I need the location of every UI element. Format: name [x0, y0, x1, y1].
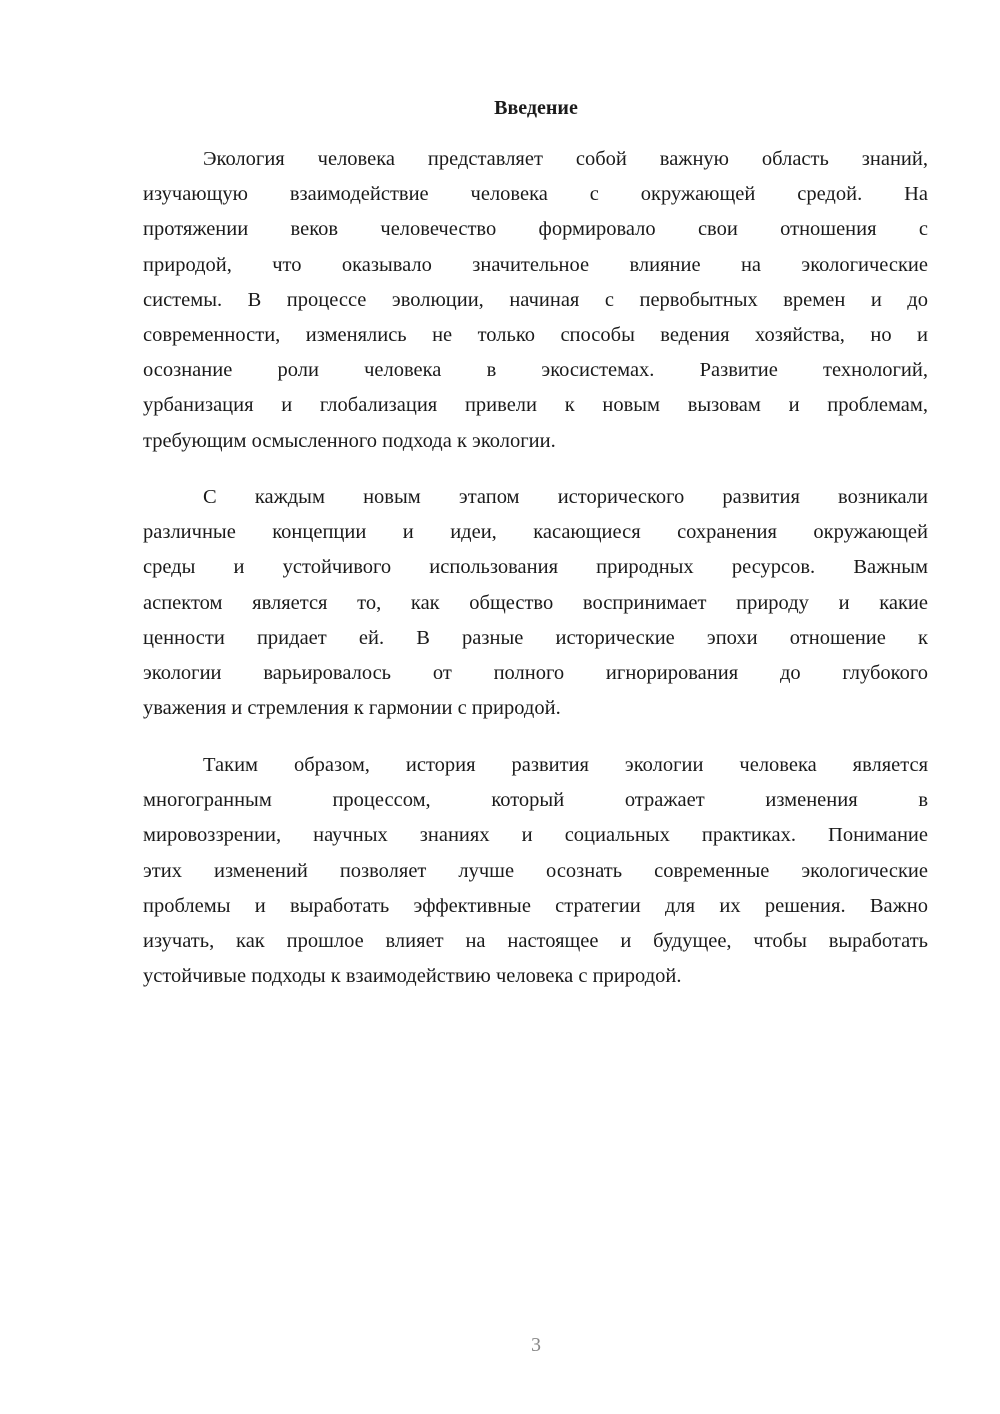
- text-line: системы. В процессе эволюции, начиная с первобытных времен и до: [143, 288, 928, 311]
- paragraph-3: [143, 748, 928, 994]
- text-line: многогранным процессом, который отражает изменения в: [143, 789, 928, 812]
- text-line: различные концепции и идеи, касающиеся сохранения окружающей: [143, 521, 928, 544]
- text-line: Экология человека представляет собой важную область знаний,: [203, 148, 928, 170]
- paragraph-1: [143, 142, 928, 459]
- page-number: 3: [531, 1334, 541, 1356]
- text-line: среды и устойчивого использования природных ресурсов. Важным: [143, 556, 928, 579]
- text-line: аспектом является то, как общество воспринимает природу и какие: [143, 591, 928, 614]
- text-line: природой, что оказывало значительное влияние на экологические: [143, 253, 928, 276]
- text-line: С каждым новым этапом исторического развития возникали: [203, 486, 928, 508]
- text-line: современности, изменялись не только способы ведения хозяйства, но и: [143, 323, 928, 346]
- text-line: экологии варьировалось от полного игнорирования до глубокого: [143, 661, 928, 684]
- text-line: протяжении веков человечество формировало свои отношения с: [143, 218, 928, 241]
- text-line: осознание роли человека в экосистемах. Развитие технологий,: [143, 359, 928, 382]
- text-line: мировоззрении, научных знаниях и социальных практиках. Понимание: [143, 824, 928, 847]
- text-line: изучать, как прошлое влияет на настоящее и будущее, чтобы выработать: [143, 929, 928, 952]
- text-line: требующим осмысленного подхода к экологии.: [143, 429, 556, 452]
- text-line: урбанизация и глобализация привели к новым вызовам и проблемам,: [143, 394, 928, 417]
- text-line: Таким образом, история развития экологии человека является: [203, 754, 928, 776]
- paragraph-2: [143, 480, 928, 726]
- text-line: ценности придает ей. В разные исторические эпохи отношение к: [143, 626, 928, 649]
- text-line: устойчивые подходы к взаимодействию человека с природой.: [143, 965, 682, 988]
- text-line: изучающую взаимодействие человека с окружающей средой. На: [143, 183, 928, 206]
- text-line: проблемы и выработать эффективные стратегии для их решения. Важно: [143, 894, 928, 917]
- text-line: этих изменений позволяет лучше осознать современные экологические: [143, 859, 928, 882]
- section-title: Введение: [494, 97, 578, 119]
- text-line: уважения и стремления к гармонии с природой.: [143, 697, 561, 720]
